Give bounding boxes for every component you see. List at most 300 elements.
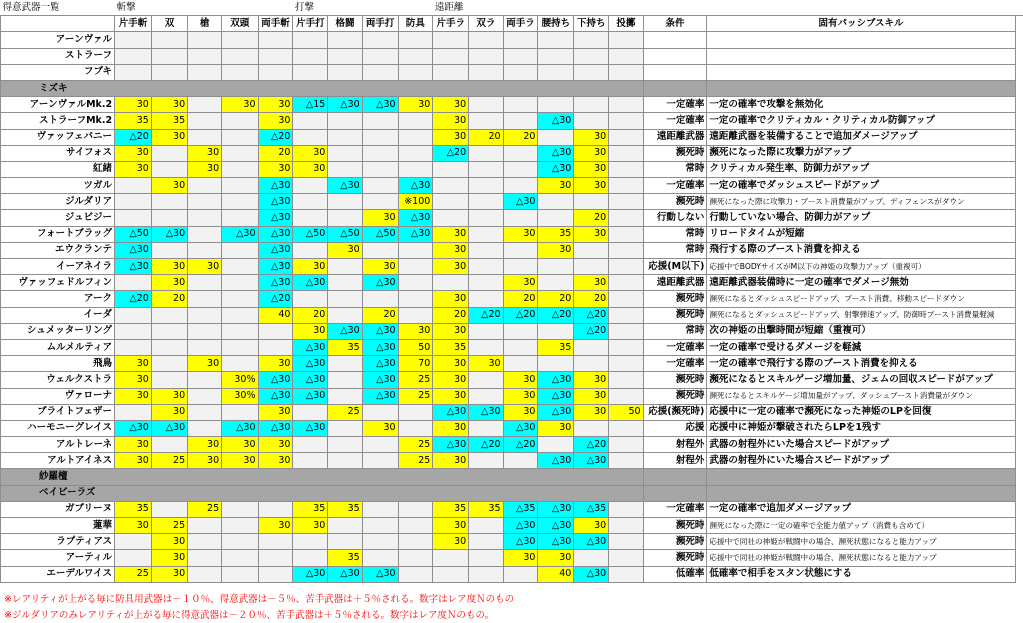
unit-name: アルトレーネ [1, 437, 115, 453]
affinity-cell [469, 194, 503, 210]
affinity-cell [609, 129, 643, 145]
affinity-cell [469, 388, 503, 404]
affinity-cell: △30 [503, 534, 538, 550]
affinity-cell [151, 437, 187, 453]
affinity-cell [222, 194, 258, 210]
affinity-cell [398, 420, 433, 436]
affinity-cell [115, 550, 152, 566]
affinity-cell: △30 [538, 388, 574, 404]
column-header: 両手斬 [258, 16, 293, 32]
affinity-cell [433, 566, 469, 582]
affinity-cell: 20 [574, 291, 609, 307]
affinity-cell [115, 48, 152, 64]
affinity-cell [222, 161, 258, 177]
affinity-cell [609, 145, 643, 161]
unit-name: フブキ [1, 64, 115, 80]
affinity-cell [188, 64, 222, 80]
header-corner [1, 16, 115, 32]
affinity-cell: △30 [538, 113, 574, 129]
affinity-cell [151, 356, 187, 372]
affinity-cell [293, 48, 328, 64]
affinity-cell [188, 388, 222, 404]
affinity-cell: △20 [469, 307, 503, 323]
affinity-cell [398, 161, 433, 177]
affinity-cell [469, 518, 503, 534]
affinity-cell: 30 [574, 275, 609, 291]
affinity-cell: 30 [151, 534, 187, 550]
column-header: 双頭 [222, 16, 258, 32]
affinity-cell [398, 550, 433, 566]
unit-name: アーンヴァルMk.2 [1, 97, 115, 113]
table-row [1, 178, 1023, 194]
affinity-cell: 25 [398, 372, 433, 388]
affinity-cell [574, 550, 609, 566]
affinity-cell: 30 [503, 372, 538, 388]
affinity-cell [398, 113, 433, 129]
affinity-cell: 30 [188, 145, 222, 161]
affinity-cell: 30 [574, 404, 609, 420]
affinity-cell [433, 161, 469, 177]
affinity-cell: △30 [398, 226, 433, 242]
condition-cell: 射程外 [643, 437, 707, 453]
affinity-cell: △30 [469, 404, 503, 420]
affinity-cell [293, 64, 328, 80]
affinity-cell [115, 275, 152, 291]
affinity-cell [503, 145, 538, 161]
affinity-cell: 35 [538, 226, 574, 242]
affinity-cell [469, 372, 503, 388]
table-row [1, 339, 1023, 355]
condition-cell [643, 32, 707, 48]
affinity-cell [574, 48, 609, 64]
affinity-cell [433, 178, 469, 194]
affinity-cell [574, 113, 609, 129]
affinity-cell: 30 [328, 242, 362, 258]
affinity-cell: △30 [328, 323, 362, 339]
group-label: ベイビーラズ [1, 485, 644, 501]
affinity-cell [398, 404, 433, 420]
skill-cell: 瀕死になった際に攻撃力がアップ [707, 145, 1015, 161]
affinity-cell [538, 194, 574, 210]
affinity-cell [398, 501, 433, 517]
affinity-cell [328, 534, 362, 550]
group-skill-cell [707, 485, 1015, 501]
condition-cell: 応援 [643, 420, 707, 436]
skill-cell: 一定の確率で飛行する際のブースト消費を抑える [707, 356, 1015, 372]
affinity-cell: △30 [293, 372, 328, 388]
affinity-cell [469, 339, 503, 355]
affinity-cell [188, 113, 222, 129]
affinity-cell [574, 356, 609, 372]
affinity-cell: 30 [574, 372, 609, 388]
affinity-cell: 35 [469, 501, 503, 517]
affinity-cell [328, 161, 362, 177]
affinity-cell: 30 [258, 161, 293, 177]
sheet-title: 得意武器一覧 [1, 0, 115, 16]
affinity-cell: △30 [362, 356, 398, 372]
affinity-cell [398, 32, 433, 48]
unit-name: 蓮華 [1, 518, 115, 534]
affinity-cell [433, 194, 469, 210]
table-row [1, 32, 1023, 48]
skill-cell: 低確率で相手をスタン状態にする [707, 566, 1015, 582]
affinity-cell [469, 275, 503, 291]
affinity-cell: 30 [538, 550, 574, 566]
affinity-cell: 30 [362, 259, 398, 275]
affinity-cell [222, 210, 258, 226]
affinity-cell: 30 [151, 404, 187, 420]
affinity-cell: 30 [398, 323, 433, 339]
table-row [1, 437, 1023, 453]
affinity-cell [222, 113, 258, 129]
unit-name: イーアネイラ [1, 259, 115, 275]
affinity-cell: 30 [433, 97, 469, 113]
group-row [1, 80, 1023, 96]
affinity-cell [188, 178, 222, 194]
affinity-cell: △20 [574, 437, 609, 453]
affinity-cell [503, 259, 538, 275]
affinity-cell [609, 356, 643, 372]
affinity-cell [115, 210, 152, 226]
affinity-cell [222, 501, 258, 517]
affinity-cell: △30 [258, 388, 293, 404]
affinity-cell [188, 275, 222, 291]
affinity-cell: △30 [398, 210, 433, 226]
affinity-cell [609, 210, 643, 226]
affinity-cell: △30 [362, 566, 398, 582]
skill-cell: 次の神姫の出撃時間が短縮（重複可） [707, 323, 1015, 339]
affinity-cell [503, 566, 538, 582]
condition-cell: 常時 [643, 226, 707, 242]
column-header: 双ラ [469, 16, 503, 32]
affinity-cell [538, 259, 574, 275]
affinity-cell: 30 [574, 388, 609, 404]
affinity-cell [398, 259, 433, 275]
condition-cell: 常時 [643, 242, 707, 258]
affinity-cell [503, 64, 538, 80]
affinity-cell: 30 [574, 226, 609, 242]
affinity-cell [222, 145, 258, 161]
unit-name: ツガル [1, 178, 115, 194]
affinity-cell: 20 [362, 307, 398, 323]
affinity-cell [538, 64, 574, 80]
skill-cell: 一定の確率で攻撃を無効化 [707, 97, 1015, 113]
affinity-cell [328, 307, 362, 323]
affinity-cell [609, 178, 643, 194]
affinity-cell [222, 275, 258, 291]
affinity-cell [398, 518, 433, 534]
affinity-cell [293, 453, 328, 469]
skill-cell: 行動していない場合、防御力がアップ [707, 210, 1015, 226]
skill-cell: 応援中に神姫が撃破されたらLPを1残す [707, 420, 1015, 436]
affinity-cell [328, 453, 362, 469]
affinity-cell [609, 323, 643, 339]
affinity-cell [362, 48, 398, 64]
affinity-cell [293, 242, 328, 258]
table-row [1, 161, 1023, 177]
affinity-cell: 30 [503, 404, 538, 420]
affinity-cell: △20 [538, 307, 574, 323]
skill-cell: 応援中に一定の確率で瀕死になった神姫のLPを回復 [707, 404, 1015, 420]
affinity-cell: 30 [538, 178, 574, 194]
affinity-cell: 30 [151, 97, 187, 113]
affinity-cell [115, 323, 152, 339]
table-row [1, 259, 1023, 275]
condition-cell: 瀕死時 [643, 388, 707, 404]
affinity-cell [609, 372, 643, 388]
affinity-cell [469, 453, 503, 469]
skill-cell: 瀕死になるとスキルゲージ増加量、ジェムの回収スピードがアップ [707, 372, 1015, 388]
condition-cell: 瀕死時 [643, 550, 707, 566]
affinity-cell: 30 [574, 178, 609, 194]
affinity-cell: △50 [115, 226, 152, 242]
affinity-cell: △30 [115, 242, 152, 258]
unit-name: フォートブラッグ [1, 226, 115, 242]
unit-name: ラプティアス [1, 534, 115, 550]
skill-cell: 瀕死になるとスキルゲージ増加量がアップ、ダッシュブースト消費量がダウン [707, 388, 1015, 404]
skill-cell: 応援中で同社の神姫が戦闘中の場合、瀕死状態になると能力アップ [707, 534, 1015, 550]
affinity-cell: 30 [362, 210, 398, 226]
skill-cell: 飛行する際のブースト消費を抑える [707, 242, 1015, 258]
affinity-cell [433, 275, 469, 291]
affinity-cell: 25 [151, 453, 187, 469]
table-row [1, 226, 1023, 242]
affinity-cell: △20 [574, 323, 609, 339]
affinity-cell: 35 [151, 113, 187, 129]
table-row [1, 291, 1023, 307]
affinity-cell: 25 [398, 437, 433, 453]
affinity-cell [433, 48, 469, 64]
table-row [1, 323, 1023, 339]
affinity-cell [609, 48, 643, 64]
affinity-cell: △50 [362, 226, 398, 242]
column-header: 投擲 [609, 16, 643, 32]
table-row [1, 48, 1023, 64]
condition-cell: 一定確率 [643, 356, 707, 372]
affinity-cell: 30 [293, 259, 328, 275]
affinity-cell: △30 [574, 566, 609, 582]
affinity-cell [609, 113, 643, 129]
affinity-cell: 20 [503, 129, 538, 145]
affinity-cell [328, 210, 362, 226]
table-row [1, 210, 1023, 226]
affinity-cell [293, 291, 328, 307]
affinity-cell: 30 [222, 97, 258, 113]
skill-cell: 一定の確率でクリティカル・クリティカル防御アップ [707, 113, 1015, 129]
affinity-cell: 50 [398, 339, 433, 355]
affinity-cell: 30 [433, 356, 469, 372]
affinity-cell: △20 [115, 291, 152, 307]
affinity-cell: 30 [433, 226, 469, 242]
affinity-cell: △30 [574, 534, 609, 550]
affinity-cell [469, 259, 503, 275]
affinity-cell [362, 161, 398, 177]
affinity-cell [151, 323, 187, 339]
affinity-cell [151, 145, 187, 161]
affinity-cell [609, 453, 643, 469]
blank-cell [707, 0, 1015, 16]
condition-cell: 一定確率 [643, 339, 707, 355]
affinity-cell: 30 [258, 356, 293, 372]
unit-name: サイフォス [1, 145, 115, 161]
affinity-cell [188, 210, 222, 226]
affinity-cell: △30 [362, 388, 398, 404]
affinity-cell: 25 [151, 518, 187, 534]
affinity-cell [609, 534, 643, 550]
column-header: 腰持ち [538, 16, 574, 32]
affinity-cell [538, 32, 574, 48]
affinity-cell [188, 534, 222, 550]
affinity-cell [293, 178, 328, 194]
affinity-cell [609, 307, 643, 323]
affinity-cell [503, 97, 538, 113]
affinity-cell: 30 [188, 259, 222, 275]
affinity-cell: △35 [503, 501, 538, 517]
affinity-cell [362, 453, 398, 469]
group-row [1, 469, 1023, 485]
affinity-cell: △30 [115, 259, 152, 275]
group-row [1, 485, 1023, 501]
affinity-cell [574, 32, 609, 48]
affinity-cell [433, 64, 469, 80]
affinity-cell: 20 [574, 210, 609, 226]
affinity-cell [469, 420, 503, 436]
affinity-cell [151, 242, 187, 258]
affinity-cell [151, 64, 187, 80]
affinity-cell [574, 420, 609, 436]
affinity-cell [362, 64, 398, 80]
unit-name: ヴァッフェドルフィン [1, 275, 115, 291]
affinity-cell [503, 161, 538, 177]
affinity-cell [222, 356, 258, 372]
unit-name: ストラーフMk.2 [1, 113, 115, 129]
affinity-cell: △30 [293, 420, 328, 436]
affinity-cell: 20 [503, 291, 538, 307]
group-label: ミズキ [1, 80, 644, 96]
affinity-cell [258, 323, 293, 339]
affinity-cell [328, 518, 362, 534]
affinity-cell: △30 [362, 372, 398, 388]
affinity-cell [609, 161, 643, 177]
affinity-cell [188, 242, 222, 258]
affinity-cell: 40 [538, 566, 574, 582]
affinity-cell [609, 501, 643, 517]
affinity-cell [362, 437, 398, 453]
group-skill-cell [707, 80, 1015, 96]
affinity-cell [328, 437, 362, 453]
skill-cell: 瀕死になった際に一定の確率で全能力値アップ（消費も含めて） [707, 518, 1015, 534]
affinity-cell [362, 129, 398, 145]
affinity-cell [362, 145, 398, 161]
affinity-cell [151, 372, 187, 388]
skill-cell: 応援中でBODYサイズがM以下の神姫の攻撃力アップ（重複可） [707, 259, 1015, 275]
affinity-cell [574, 64, 609, 80]
skill-cell: クリティカル発生率、防御力がアップ [707, 161, 1015, 177]
affinity-cell [433, 32, 469, 48]
affinity-cell [188, 129, 222, 145]
affinity-cell: △20 [258, 291, 293, 307]
affinity-cell [469, 550, 503, 566]
affinity-cell [609, 32, 643, 48]
affinity-cell: 20 [469, 129, 503, 145]
skill-cell: 瀕死になるとダッシュスピードアップ、射撃弾速アップ、防御時ブースト消費量軽減 [707, 307, 1015, 323]
affinity-cell: 25 [188, 501, 222, 517]
affinity-cell [469, 242, 503, 258]
affinity-cell [188, 97, 222, 113]
unit-name: ジュビジー [1, 210, 115, 226]
affinity-cell: 30 [398, 97, 433, 113]
affinity-cell [188, 323, 222, 339]
affinity-cell: 25 [115, 566, 152, 582]
affinity-cell: 30 [362, 420, 398, 436]
affinity-cell [433, 550, 469, 566]
condition-cell: 一定確率 [643, 178, 707, 194]
group-cond-cell [643, 80, 707, 96]
affinity-cell [362, 404, 398, 420]
affinity-cell [609, 64, 643, 80]
affinity-cell [293, 404, 328, 420]
unit-name: エウクランテ [1, 242, 115, 258]
affinity-cell [222, 404, 258, 420]
affinity-cell [293, 437, 328, 453]
affinity-cell: △35 [574, 501, 609, 517]
affinity-cell [609, 275, 643, 291]
affinity-cell [538, 323, 574, 339]
affinity-cell [151, 307, 187, 323]
affinity-cell: 30 [188, 437, 222, 453]
skill-cell: 応援中で同社の神姫が戦闘中の場合、瀕死状態になると能力アップ [707, 550, 1015, 566]
affinity-cell [469, 32, 503, 48]
affinity-cell: 30 [433, 534, 469, 550]
column-header: 両手打 [362, 16, 398, 32]
affinity-cell [398, 129, 433, 145]
condition-cell: 一定確率 [643, 501, 707, 517]
category-row [1, 0, 1023, 16]
condition-cell: 応援(M以下) [643, 259, 707, 275]
affinity-cell: △30 [538, 404, 574, 420]
affinity-cell [574, 194, 609, 210]
affinity-cell [362, 550, 398, 566]
affinity-cell: 20 [258, 145, 293, 161]
affinity-cell: 30 [151, 566, 187, 582]
affinity-cell: △30 [293, 339, 328, 355]
affinity-cell: 50 [609, 404, 643, 420]
affinity-cell [258, 534, 293, 550]
affinity-cell: 30 [433, 129, 469, 145]
affinity-cell [222, 339, 258, 355]
affinity-cell [328, 113, 362, 129]
condition-cell: 常時 [643, 161, 707, 177]
affinity-cell [362, 113, 398, 129]
table-row [1, 194, 1023, 210]
affinity-cell [328, 420, 362, 436]
skill-cell: 一定の確率で受けるダメージを軽減 [707, 339, 1015, 355]
affinity-cell [398, 145, 433, 161]
affinity-cell: 30 [258, 437, 293, 453]
skill-cell: 武器の射程外にいた場合スピードがアップ [707, 453, 1015, 469]
category-label: 遠距離 [433, 0, 707, 16]
affinity-cell [398, 291, 433, 307]
skill-cell: 遠距離武器装備時に一定の確率でダメージ無効 [707, 275, 1015, 291]
affinity-cell [433, 210, 469, 226]
affinity-cell: 30 [433, 242, 469, 258]
affinity-cell [258, 64, 293, 80]
affinity-cell: 30 [258, 404, 293, 420]
affinity-cell [258, 48, 293, 64]
affinity-cell [328, 291, 362, 307]
affinity-cell [503, 453, 538, 469]
condition-cell: 瀕死時 [643, 145, 707, 161]
